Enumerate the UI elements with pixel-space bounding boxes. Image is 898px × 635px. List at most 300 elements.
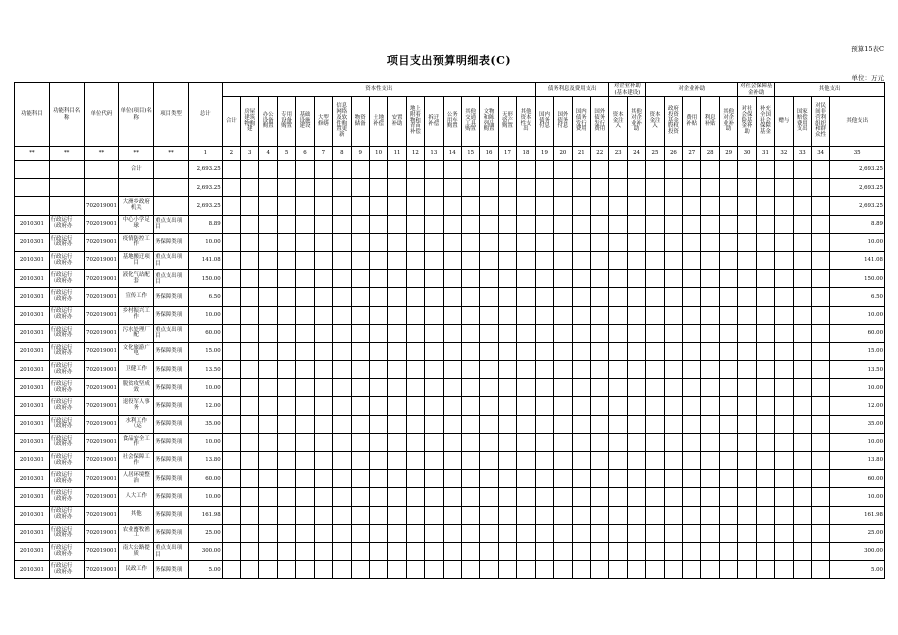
empty-cell (369, 524, 387, 542)
empty-cell (259, 251, 277, 269)
empty-cell (241, 433, 259, 451)
unit-name-cell: 农业畜牧渔工 (119, 524, 154, 542)
empty-cell (241, 488, 259, 506)
empty-cell (738, 306, 756, 324)
empty-cell (627, 270, 645, 288)
empty-cell (517, 470, 536, 488)
unit-code-cell: 702019001 (84, 452, 119, 470)
unit-code-cell: 702019001 (84, 415, 119, 433)
header-debt: 债务利息及费用支出 (535, 83, 609, 97)
empty-cell (609, 488, 627, 506)
unit-code-cell: 702019001 (84, 433, 119, 451)
empty-cell (425, 470, 443, 488)
func-name-cell: 行政运行（政府办 (49, 306, 84, 324)
empty-cell (443, 215, 461, 233)
empty-cell (369, 342, 387, 360)
empty-cell (793, 397, 811, 415)
empty-cell (406, 342, 424, 360)
empty-cell (369, 506, 387, 524)
func-code-cell: 2010301 (15, 506, 50, 524)
empty-cell (811, 251, 829, 269)
empty-cell (461, 215, 479, 233)
empty-cell (480, 251, 498, 269)
func-code-cell: 2010301 (15, 415, 50, 433)
total-cell: 2,693.25 (188, 179, 222, 197)
empty-cell (333, 561, 351, 579)
unit-name-cell: 大洲乡政府机关 (119, 197, 154, 215)
empty-cell (591, 379, 609, 397)
unit-code-cell: 702019001 (84, 379, 119, 397)
empty-cell (609, 542, 627, 560)
empty-cell (683, 251, 701, 269)
empty-cell (719, 179, 737, 197)
empty-cell (498, 433, 516, 451)
header-col-19: 国内债务付息 (535, 97, 553, 147)
empty-cell (333, 270, 351, 288)
empty-cell (296, 488, 314, 506)
empty-cell (517, 324, 536, 342)
empty-cell (811, 524, 829, 542)
func-name-cell (49, 161, 84, 179)
empty-cell (793, 306, 811, 324)
empty-cell (314, 251, 332, 269)
empty-cell (517, 379, 536, 397)
func-name-cell: 行政运行（政府办 (49, 288, 84, 306)
empty-cell (443, 397, 461, 415)
empty-cell (811, 561, 829, 579)
table-row (15, 288, 885, 306)
header-col-17: 无形资产购置 (498, 97, 516, 147)
func-code-cell: 2010301 (15, 233, 50, 251)
empty-cell (259, 197, 277, 215)
empty-cell (591, 452, 609, 470)
table-row (15, 342, 885, 360)
empty-cell (480, 470, 498, 488)
empty-cell (756, 179, 774, 197)
func-code-cell: 2010301 (15, 542, 50, 560)
project-type-cell: 务保障类项 (154, 452, 189, 470)
header-col-22: 国外债务发行费用 (591, 97, 609, 147)
empty-cell (535, 415, 553, 433)
empty-cell (646, 452, 664, 470)
empty-cell (738, 542, 756, 560)
empty-cell (591, 542, 609, 560)
empty-cell (683, 524, 701, 542)
empty-cell (554, 270, 572, 288)
func-code-cell: 2010301 (15, 324, 50, 342)
empty-cell (259, 379, 277, 397)
empty-cell (664, 470, 682, 488)
empty-cell (277, 161, 295, 179)
empty-cell (498, 342, 516, 360)
empty-cell (351, 397, 369, 415)
empty-cell (572, 506, 590, 524)
empty-cell (369, 561, 387, 579)
table-row (15, 233, 885, 251)
empty-cell (701, 524, 719, 542)
empty-cell (719, 542, 737, 560)
empty-cell (609, 324, 627, 342)
empty-cell (517, 361, 536, 379)
empty-cell (241, 361, 259, 379)
empty-cell (369, 288, 387, 306)
empty-cell (498, 452, 516, 470)
empty-cell (646, 251, 664, 269)
empty-cell (443, 251, 461, 269)
empty-cell (333, 288, 351, 306)
header-col-11: 安置补助 (388, 97, 406, 147)
empty-cell (333, 506, 351, 524)
empty-cell (406, 179, 424, 197)
empty-cell (388, 324, 406, 342)
empty-cell (793, 524, 811, 542)
empty-cell (646, 306, 664, 324)
empty-cell (277, 379, 295, 397)
empty-cell (241, 324, 259, 342)
empty-cell (572, 561, 590, 579)
empty-cell (775, 251, 793, 269)
unit-name-cell: 人居环境整治 (119, 470, 154, 488)
empty-cell (646, 506, 664, 524)
empty-cell (517, 233, 536, 251)
empty-cell (314, 542, 332, 560)
empty-cell (333, 233, 351, 251)
empty-cell (811, 342, 829, 360)
empty-cell (259, 179, 277, 197)
empty-cell (498, 361, 516, 379)
empty-cell (793, 288, 811, 306)
empty-cell (535, 433, 553, 451)
empty-cell (793, 342, 811, 360)
empty-cell (775, 470, 793, 488)
empty-cell (664, 452, 682, 470)
empty-cell (480, 488, 498, 506)
header-col-34: 对民间非营利组织和群众性 (811, 97, 829, 147)
empty-cell (609, 506, 627, 524)
empty-cell (627, 251, 645, 269)
empty-cell (775, 306, 793, 324)
empty-cell (719, 215, 737, 233)
other-expense-cell: 10.00 (830, 379, 885, 397)
empty-cell (627, 361, 645, 379)
empty-cell (719, 379, 737, 397)
empty-cell (811, 233, 829, 251)
empty-cell (222, 324, 240, 342)
empty-cell (388, 306, 406, 324)
empty-cell (572, 470, 590, 488)
empty-cell (756, 561, 774, 579)
empty-cell (811, 506, 829, 524)
empty-cell (443, 179, 461, 197)
empty-cell (425, 306, 443, 324)
empty-cell (591, 270, 609, 288)
empty-cell (609, 270, 627, 288)
empty-cell (480, 524, 498, 542)
project-type-cell: 务保障类项 (154, 288, 189, 306)
empty-cell (554, 524, 572, 542)
index-cell: 27 (683, 147, 701, 161)
unit-label: 单位：万元 (851, 74, 884, 82)
empty-cell (406, 470, 424, 488)
empty-cell (388, 542, 406, 560)
empty-cell (388, 270, 406, 288)
empty-cell (591, 488, 609, 506)
empty-cell (425, 324, 443, 342)
header-func-code: 功能科目 (15, 83, 50, 147)
empty-cell (572, 379, 590, 397)
empty-cell (683, 233, 701, 251)
index-cell: 22 (591, 147, 609, 161)
empty-cell (259, 270, 277, 288)
index-cell: 26 (664, 147, 682, 161)
empty-cell (222, 542, 240, 560)
header-col-7: 大型修缮 (314, 97, 332, 147)
empty-cell (517, 342, 536, 360)
other-expense-cell: 15.00 (830, 342, 885, 360)
empty-cell (535, 561, 553, 579)
empty-cell (609, 251, 627, 269)
empty-cell (664, 561, 682, 579)
empty-cell (277, 470, 295, 488)
empty-cell (388, 470, 406, 488)
empty-cell (775, 161, 793, 179)
empty-cell (609, 361, 627, 379)
func-name-cell: 行政运行（政府办 (49, 415, 84, 433)
other-expense-cell: 150.00 (830, 270, 885, 288)
unit-name-cell: 水利工作（运 (119, 415, 154, 433)
table-row (15, 324, 885, 342)
other-expense-cell: 300.00 (830, 542, 885, 560)
empty-cell (406, 415, 424, 433)
empty-cell (296, 542, 314, 560)
empty-cell (627, 433, 645, 451)
empty-cell (738, 415, 756, 433)
empty-cell (388, 433, 406, 451)
empty-cell (222, 397, 240, 415)
empty-cell (646, 233, 664, 251)
empty-cell (719, 415, 737, 433)
header-col-31: 补充全国社会保障基金 (756, 97, 774, 147)
empty-cell (793, 488, 811, 506)
empty-cell (591, 361, 609, 379)
empty-cell (241, 306, 259, 324)
empty-cell (554, 288, 572, 306)
empty-cell (572, 233, 590, 251)
empty-cell (683, 161, 701, 179)
empty-cell (443, 379, 461, 397)
empty-cell (646, 179, 664, 197)
empty-cell (793, 433, 811, 451)
empty-cell (333, 251, 351, 269)
empty-cell (719, 233, 737, 251)
func-code-cell (15, 179, 50, 197)
unit-name-cell: 食品安全工作 (119, 433, 154, 451)
empty-cell (627, 197, 645, 215)
total-cell: 10.00 (188, 379, 222, 397)
empty-cell (259, 306, 277, 324)
empty-cell (756, 379, 774, 397)
empty-cell (719, 324, 737, 342)
empty-cell (535, 161, 553, 179)
empty-cell (480, 433, 498, 451)
header-col-24: 其他对企业补助 (627, 97, 645, 147)
header-col-26: 政府投资基金股权投资 (664, 97, 682, 147)
unit-name-cell: 社会保障工作 (119, 452, 154, 470)
other-expense-cell: 141.08 (830, 251, 885, 269)
empty-cell (775, 397, 793, 415)
index-cell: 35 (830, 147, 885, 161)
index-cell: 15 (461, 147, 479, 161)
empty-cell (259, 324, 277, 342)
empty-cell (609, 433, 627, 451)
empty-cell (406, 506, 424, 524)
empty-cell (461, 342, 479, 360)
empty-cell (277, 361, 295, 379)
empty-cell (406, 306, 424, 324)
empty-cell (369, 397, 387, 415)
index-cell: 20 (554, 147, 572, 161)
empty-cell (314, 415, 332, 433)
empty-cell (609, 197, 627, 215)
empty-cell (222, 270, 240, 288)
total-cell: 10.00 (188, 233, 222, 251)
index-cell: 3 (241, 147, 259, 161)
empty-cell (627, 324, 645, 342)
empty-cell (793, 197, 811, 215)
empty-cell (554, 361, 572, 379)
empty-cell (517, 288, 536, 306)
empty-cell (388, 506, 406, 524)
empty-cell (241, 379, 259, 397)
empty-cell (554, 179, 572, 197)
empty-cell (535, 397, 553, 415)
empty-cell (646, 542, 664, 560)
empty-cell (517, 251, 536, 269)
empty-cell (793, 452, 811, 470)
empty-cell (406, 197, 424, 215)
empty-cell (664, 306, 682, 324)
empty-cell (738, 270, 756, 288)
empty-cell (351, 215, 369, 233)
empty-cell (333, 542, 351, 560)
empty-cell (756, 415, 774, 433)
empty-cell (369, 197, 387, 215)
empty-cell (425, 488, 443, 506)
empty-cell (535, 215, 553, 233)
empty-cell (296, 179, 314, 197)
empty-cell (241, 288, 259, 306)
empty-cell (646, 397, 664, 415)
empty-cell (480, 415, 498, 433)
empty-cell (443, 506, 461, 524)
empty-cell (775, 561, 793, 579)
empty-cell (646, 561, 664, 579)
empty-cell (738, 433, 756, 451)
other-expense-cell: 13.50 (830, 361, 885, 379)
empty-cell (222, 506, 240, 524)
empty-cell (277, 179, 295, 197)
empty-cell (425, 542, 443, 560)
empty-cell (314, 161, 332, 179)
empty-cell (591, 251, 609, 269)
index-cell: 31 (756, 147, 774, 161)
other-expense-cell: 161.98 (830, 506, 885, 524)
empty-cell (627, 415, 645, 433)
empty-cell (719, 342, 737, 360)
empty-cell (517, 452, 536, 470)
empty-cell (719, 270, 737, 288)
empty-cell (498, 270, 516, 288)
empty-cell (793, 161, 811, 179)
total-cell: 10.00 (188, 433, 222, 451)
empty-cell (554, 197, 572, 215)
empty-cell (701, 324, 719, 342)
empty-cell (333, 197, 351, 215)
index-cell: ** (119, 147, 154, 161)
empty-cell (756, 270, 774, 288)
empty-cell (719, 470, 737, 488)
empty-cell (811, 433, 829, 451)
other-expense-cell: 60.00 (830, 470, 885, 488)
empty-cell (535, 361, 553, 379)
empty-cell (756, 470, 774, 488)
empty-cell (369, 161, 387, 179)
empty-cell (554, 215, 572, 233)
empty-cell (517, 306, 536, 324)
empty-cell (461, 524, 479, 542)
empty-cell (793, 561, 811, 579)
empty-cell (241, 561, 259, 579)
empty-cell (554, 342, 572, 360)
empty-cell (425, 233, 443, 251)
empty-cell (683, 452, 701, 470)
empty-cell (756, 288, 774, 306)
empty-cell (683, 306, 701, 324)
func-name-cell: 行政运行（政府办 (49, 506, 84, 524)
empty-cell (609, 288, 627, 306)
empty-cell (498, 397, 516, 415)
empty-cell (738, 233, 756, 251)
empty-cell (498, 161, 516, 179)
empty-cell (388, 288, 406, 306)
empty-cell (811, 361, 829, 379)
header-col-16: 文物和陈列品购置 (480, 97, 498, 147)
empty-cell (517, 179, 536, 197)
unit-name-cell: 基地搬迁项目 (119, 251, 154, 269)
empty-cell (443, 324, 461, 342)
empty-cell (664, 161, 682, 179)
empty-cell (351, 324, 369, 342)
empty-cell (572, 361, 590, 379)
empty-cell (461, 179, 479, 197)
table-row (15, 361, 885, 379)
empty-cell (259, 397, 277, 415)
empty-cell (443, 415, 461, 433)
unit-code-cell: 702019001 (84, 470, 119, 488)
empty-cell (259, 488, 277, 506)
unit-code-cell: 702019001 (84, 306, 119, 324)
empty-cell (351, 524, 369, 542)
empty-cell (222, 179, 240, 197)
header-col-8: 信息网络及软件购置更新 (333, 97, 351, 147)
other-expense-cell: 25.00 (830, 524, 885, 542)
other-expense-cell: 10.00 (830, 233, 885, 251)
index-cell: 19 (535, 147, 553, 161)
empty-cell (241, 524, 259, 542)
table-row (15, 215, 885, 233)
empty-cell (443, 542, 461, 560)
total-cell: 8.89 (188, 215, 222, 233)
